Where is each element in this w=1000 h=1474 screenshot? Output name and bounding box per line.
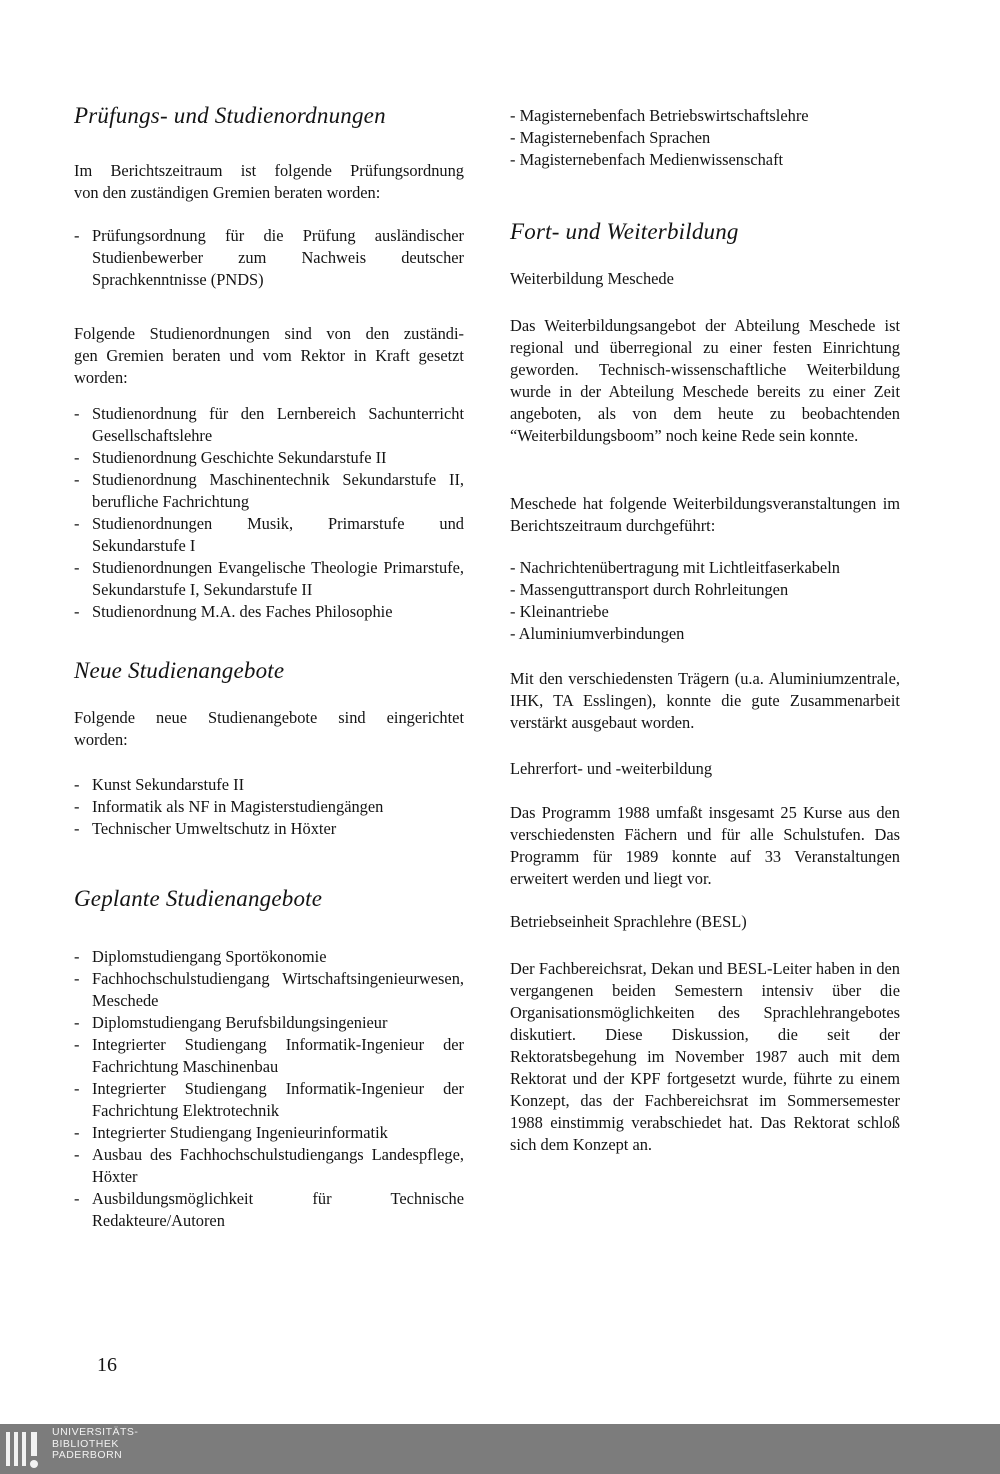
- paragraph-pruefungsordnung-intro: [74, 160, 464, 204]
- library-name: [52, 1427, 138, 1462]
- list-item: - Massenguttransport durch Rohrleitungen: [510, 580, 789, 599]
- list-item: - Integrierter Studiengang Ingenieurinformatik: [74, 1122, 464, 1144]
- list-item: - Aluminiumverbindungen: [510, 624, 685, 643]
- list-item: - Magisternebenfach Sprachen: [510, 128, 711, 147]
- subheading-weiterbildung-meschede: Weiterbildung Meschede: [510, 269, 674, 288]
- list-item: - Magisternebenfach Betriebswirtschaftslehre: [510, 106, 809, 125]
- paragraph-studienordnungen-intro: [74, 323, 464, 389]
- list-item-text: Nachrichtenübertragung mit Lichtleitfaserkabeln: [519, 558, 840, 577]
- subheading-lehrerfortbildung: Lehrerfort- und -weiterbildung: [510, 759, 713, 778]
- heading-pruefungsordnungen: Prüfungs- und Studienordnungen: [74, 103, 386, 128]
- list-item: - Diplomstudiengang Berufsbildungsingenieur: [74, 1012, 464, 1034]
- library-name-line: UNIVERSITÄTS-: [52, 1426, 139, 1438]
- paragraph-traeger: Mit den verschiedensten Trägern (u.a. Aluminiumzentrale, IHK, TA Esslingen), konnte die gute Zusammenarbeit verstärkt ausgebaut worden.: [510, 669, 900, 732]
- list-item: - Studienordnung M.A. des Faches Philosophie: [74, 601, 464, 623]
- text-line: von den zuständigen Gremien beraten worden:: [74, 183, 381, 202]
- library-name-line: BIBLIOTHEK: [52, 1437, 119, 1450]
- text-line: gen Gremien beraten und vom Rektor in Kraft gesetzt: [74, 346, 464, 365]
- text-line: Folgende Studienordnungen sind von den zuständi-: [74, 324, 464, 343]
- list-item-text: Massenguttransport durch Rohrleitungen: [519, 580, 789, 599]
- heading-geplante-studienangebote: Geplante Studienangebote: [74, 886, 323, 911]
- paragraph-besl: Der Fachbereichsrat, Dekan und BESL-Leiter haben in den vergangenen beiden Semestern intensiv über die Organisationsmöglichkeiten des Sprachlehrangebotes diskutiert. Diese Diskussion, die seit der Rektoratsbegehung im November 1987 auch mit dem Rektorat und der KPF fortgesetzt wurde, führte zu einem Konzept, das der Fachbereichsrat im Sommersemester 1988 einstimmig verabschiedet hat. Das Rektorat schloß sich dem Konzept an.: [510, 959, 900, 1154]
- list-item: - Ausbau des Fachhochschulstudiengangs Landespflege, Höxter: [74, 1144, 464, 1188]
- list-item-text: Aluminiumverbindungen: [518, 624, 685, 643]
- list-item-text: Kleinantriebe: [519, 602, 609, 621]
- subheading-besl: Betriebseinheit Sprachlehre (BESL): [510, 912, 747, 931]
- paragraph-neue-studienangebote-intro: [74, 707, 464, 751]
- neue-studienangebote-list: [74, 774, 464, 840]
- text-line: Im Berichtszeitraum ist folgende Prüfungsordnung: [74, 161, 464, 180]
- list-item: - Kleinantriebe: [510, 602, 609, 621]
- list-item-text: Magisternebenfach Sprachen: [519, 128, 711, 147]
- list-item: - Integrierter Studiengang Informatik-Ingenieur der Fachrichtung Maschinenbau: [74, 1034, 464, 1078]
- list-item: - Technischer Umweltschutz in Höxter: [74, 818, 464, 840]
- list-item: - Studienordnungen Evangelische Theologie Primarstufe, Sekundarstufe I, Sekundarstufe II: [74, 557, 464, 601]
- paragraph-weiterbildungsveranstaltungen: Meschede hat folgende Weiterbildungsveranstaltungen im Berichtszeitraum durchgeführt:: [510, 494, 900, 535]
- list-item: - Informatik als NF in Magisterstudiengängen: [74, 796, 464, 818]
- list-item: - Studienordnung Maschinentechnik Sekundarstufe II, berufliche Fachrichtung: [74, 469, 464, 513]
- paragraph-weiterbildungsangebot: Das Weiterbildungsangebot der Abteilung Meschede ist regional und überregional zu einer festen Einrichtung geworden. Technisch-wissenschaftliche Weiterbildung wurde in der Abteilung Meschede bereits zu einer Zeit angeboten, als von dem heute zu beobachtenden “Weiterbildungsboom” noch keine Rede sein konnte.: [510, 316, 900, 445]
- text-line: worden:: [74, 368, 128, 387]
- magisternebenfach-list: [510, 105, 900, 171]
- heading-neue-studienangebote: Neue Studienangebote: [74, 658, 285, 683]
- list-item: - Kunst Sekundarstufe II: [74, 774, 464, 796]
- heading-fort-und-weiterbildung: Fort- und Weiterbildung: [510, 219, 739, 244]
- geplante-studienangebote-list: [74, 946, 464, 1232]
- list-item: - Studienordnungen Musik, Primarstufe und Sekundarstufe I: [74, 513, 464, 557]
- list-item: - Diplomstudiengang Sportökonomie: [74, 946, 464, 968]
- text-line: worden:: [74, 730, 128, 749]
- list-item: - Prüfungsordnung für die Prüfung ausländischer Studienbewerber zum Nachweis deutscher Sprachkenntnisse (PNDS): [74, 225, 464, 291]
- page-number: 16: [97, 1354, 117, 1376]
- list-item: - Integrierter Studiengang Informatik-Ingenieur der Fachrichtung Elektrotechnik: [74, 1078, 464, 1122]
- list-item-text: Magisternebenfach Betriebswirtschaftslehre: [519, 106, 809, 125]
- weiterbildungsveranstaltungen-list: [510, 557, 900, 645]
- library-footer: [0, 1424, 1000, 1474]
- library-name-line: PADERBORN: [52, 1449, 123, 1461]
- list-item: - Nachrichtenübertragung mit Lichtleitfaserkabeln: [510, 558, 840, 577]
- text-line: Folgende neue Studienangebote sind eingerichtet: [74, 708, 464, 727]
- list-item: - Studienordnung für den Lernbereich Sachunterricht Gesellschaftslehre: [74, 403, 464, 447]
- list-item: - Fachhochschulstudiengang Wirtschaftsingenieurwesen, Meschede: [74, 968, 464, 1012]
- list-item: - Ausbildungsmöglichkeit für Technische Redakteure/Autoren: [74, 1188, 464, 1232]
- list-item-text: Magisternebenfach Medienwissenschaft: [519, 150, 784, 169]
- library-logo-icon: [4, 1428, 44, 1470]
- studienordnungen-list: [74, 403, 464, 623]
- list-item: - Studienordnung Geschichte Sekundarstufe II: [74, 447, 464, 469]
- pruefungsordnung-list: [74, 225, 464, 291]
- list-item: - Magisternebenfach Medienwissenschaft: [510, 150, 784, 169]
- paragraph-programm-1988: Das Programm 1988 umfaßt insgesamt 25 Kurse aus den verschiedensten Fächern und für alle Schulstufen. Das Programm für 1989 konnte auf 33 Veranstaltungen erweitert werden und liegt vor.: [510, 803, 900, 888]
